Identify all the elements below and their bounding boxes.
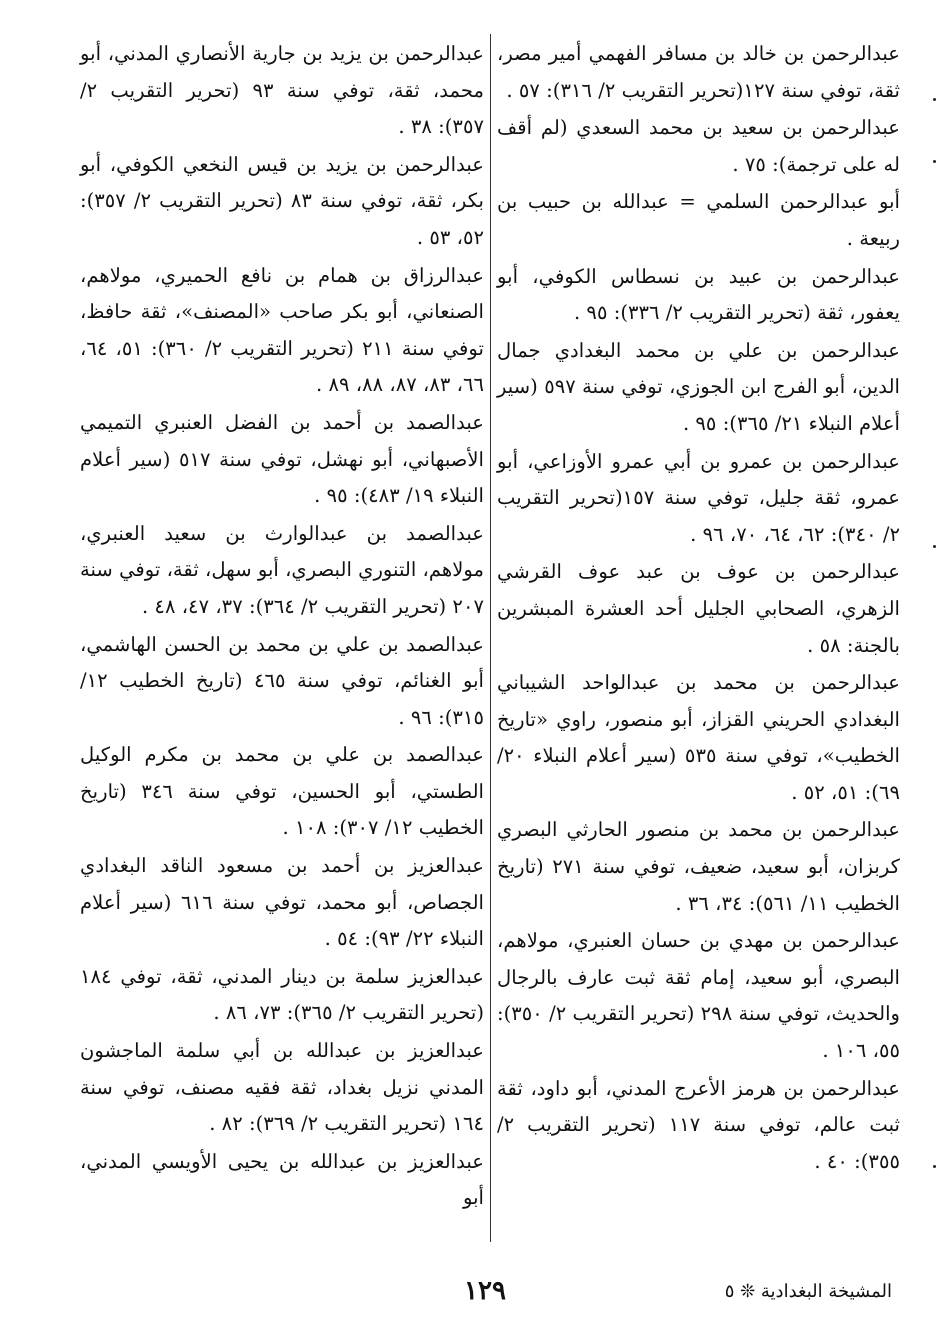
index-entry: عبدالصمد بن علي بن محمد بن مكرم الوكيل الطستي، أبو الحسين، توفي سنة ٣٤٦ (تاريخ الخطيب ١٢/ ٣٠٧): ١٠٨ . [80,743,485,840]
margin-mark [933,1165,936,1168]
index-entry: عبدالعزيز سلمة بن دينار المدني، ثقة، توفي ١٨٤ (تحرير التقريب ٢/ ٣٦٥): ٧٣، ٨٦ . [80,964,484,1025]
index-entry: عبدالرحمن بن محمد بن عبدالواحد الشيباني البغدادي الحريني القزاز، أبو منصور، راوي «تاريخ الخطيب»، توفي سنة ٥٣٥ (سير أعلام النبلاء ٢٠/ ٦٩): ٥١، ٥٢ . [497,671,900,804]
index-entry: عبدالرحمن بن عوف بن عبد عوف القرشي الزهري، الصحابي الجليل أحد العشرة المبشرين بالجنة: ٥٨ . [497,560,900,657]
index-column-right [497,36,900,1181]
index-entry: عبدالرزاق بن همام بن نافع الحميري، مولاهم، الصنعاني، أبو بكر صاحب «المصنف»، ثقة حافظ، توفي سنة ٢١١ (تحرير التقريب ٢/ ٣٦٠): ٥١، ٦٤، ٦٦، ٨٣، ٨٧، ٨٨، ٨٩ . [80,263,484,397]
index-entry: عبدالرحمن بن محمد بن منصور الحارثي البصري كربزان، أبو سعيد، ضعيف، توفي سنة ٢٧١ (تاريخ الخطيب ١١/ ٥٦١): ٣٤، ٣٦ . [497,818,900,915]
index-entry: عبدالصمد بن أحمد بن الفضل العنبري التميمي الأصبهاني، أبو نهشل، توفي سنة ٥١٧ (سير أعلام النبلاء ١٩/ ٤٨٣): ٩٥ . [80,410,484,508]
index-entry: عبدالرحمن بن مهدي بن حسان العنبري، مولاهم، البصري، أبو سعيد، إمام ثقة ثبت عارف بالرجال والحديث، توفي سنة ٢٩٨ (تحرير التقريب ٢/ ٣٥٠): ٥٥، ١٠٦ . [497,929,901,1063]
index-entry: عبدالرحمن بن عمرو بن أبي عمرو الأوزاعي، أبو عمرو، ثقة جليل، توفي سنة ١٥٧(تحرير التقريب ٢/ ٣٤٠): ٦٢، ٦٤، ٧٠، ٩٦ . [497,449,900,546]
index-entry: عبدالرحمن بن هرمز الأعرج المدني، أبو داود، ثقة ثبت عالم، توفي سنة ١١٧ (تحرير التقريب ٢/ ٣٥٥): ٤٠ . [497,1076,901,1173]
margin-mark [933,98,936,101]
index-entry: عبدالرحمن بن خالد بن مسافر الفهمي أمير مصر، ثقة، توفي سنة ١٢٧(تحرير التقريب ٢/ ٣١٦): ٥٧ . [497,42,900,102]
book-title-footer: المشيخة البغدادية ❊ ٥ [724,1281,892,1302]
index-entry: عبدالعزيز بن عبدالله بن أبي سلمة الماجشون المدني نزيل بغداد، ثقة فقيه مصنف، توفي سنة ١٦٤ (تحرير التقريب ٢/ ٣٦٩): ٨٢ . [80,1039,484,1136]
column-divider [490,34,491,1242]
index-entry: عبدالعزيز بن عبدالله بن يحيى الأويسي المدني، أبو [80,1149,484,1210]
index-entry: عبدالرحمن بن عبيد بن نسطاس الكوفي، أبو يعفور، ثقة (تحرير التقريب ٢/ ٣٣٦): ٩٥ . [497,264,900,325]
index-entry: عبدالرحمن بن علي بن محمد البغدادي جمال الدين، أبو الفرج ابن الجوزي، توفي سنة ٥٩٧ (سير أعلام النبلاء ٢١/ ٣٦٥): ٩٥ . [497,338,900,435]
index-entry: أبو عبدالرحمن السلمي = عبدالله بن حبيب بن ربيعة . [497,190,900,250]
index-entry: عبدالرحمن بن يزيد بن جارية الأنصاري المدني، أبو محمد، ثقة، توفي سنة ٩٣ (تحرير التقريب ٢/ ٣٥٧): ٣٨ . [80,42,484,139]
index-entry: عبدالرحمن بن سعيد بن محمد السعدي (لم أقف له على ترجمة): ٧٥ . [497,116,900,176]
margin-mark [933,160,936,163]
index-entry: عبدالعزيز بن أحمد بن مسعود الناقد البغدادي الجصاص، أبو محمد، توفي سنة ٦١٦ (سير أعلام النبلاء ٢٢/ ٩٣): ٥٤ . [80,854,484,951]
margin-mark [933,545,936,548]
page-number: ١٢٩ [464,1276,506,1306]
index-entry: عبدالرحمن بن يزيد بن قيس النخعي الكوفي، أبو بكر، ثقة، توفي سنة ٨٣ (تحرير التقريب ٢/ ٣٥٧): ٥٢، ٥٣ . [80,152,484,249]
index-entry: عبدالصمد بن عبدالوارث بن سعيد العنبري، مولاهم، التنوري البصري، أبو سهل، ثقة، توفي سنة ٢٠٧ (تحرير التقريب ٢/ ٣٦٤): ٣٧، ٤٧، ٤٨ . [80,521,484,618]
index-column-left [80,36,484,1218]
index-entry: عبدالصمد بن علي بن محمد بن الحسن الهاشمي، أبو الغنائم، توفي سنة ٤٦٥ (تاريخ الخطيب ١٢/ ٣١٥): ٩٦ . [80,632,484,729]
